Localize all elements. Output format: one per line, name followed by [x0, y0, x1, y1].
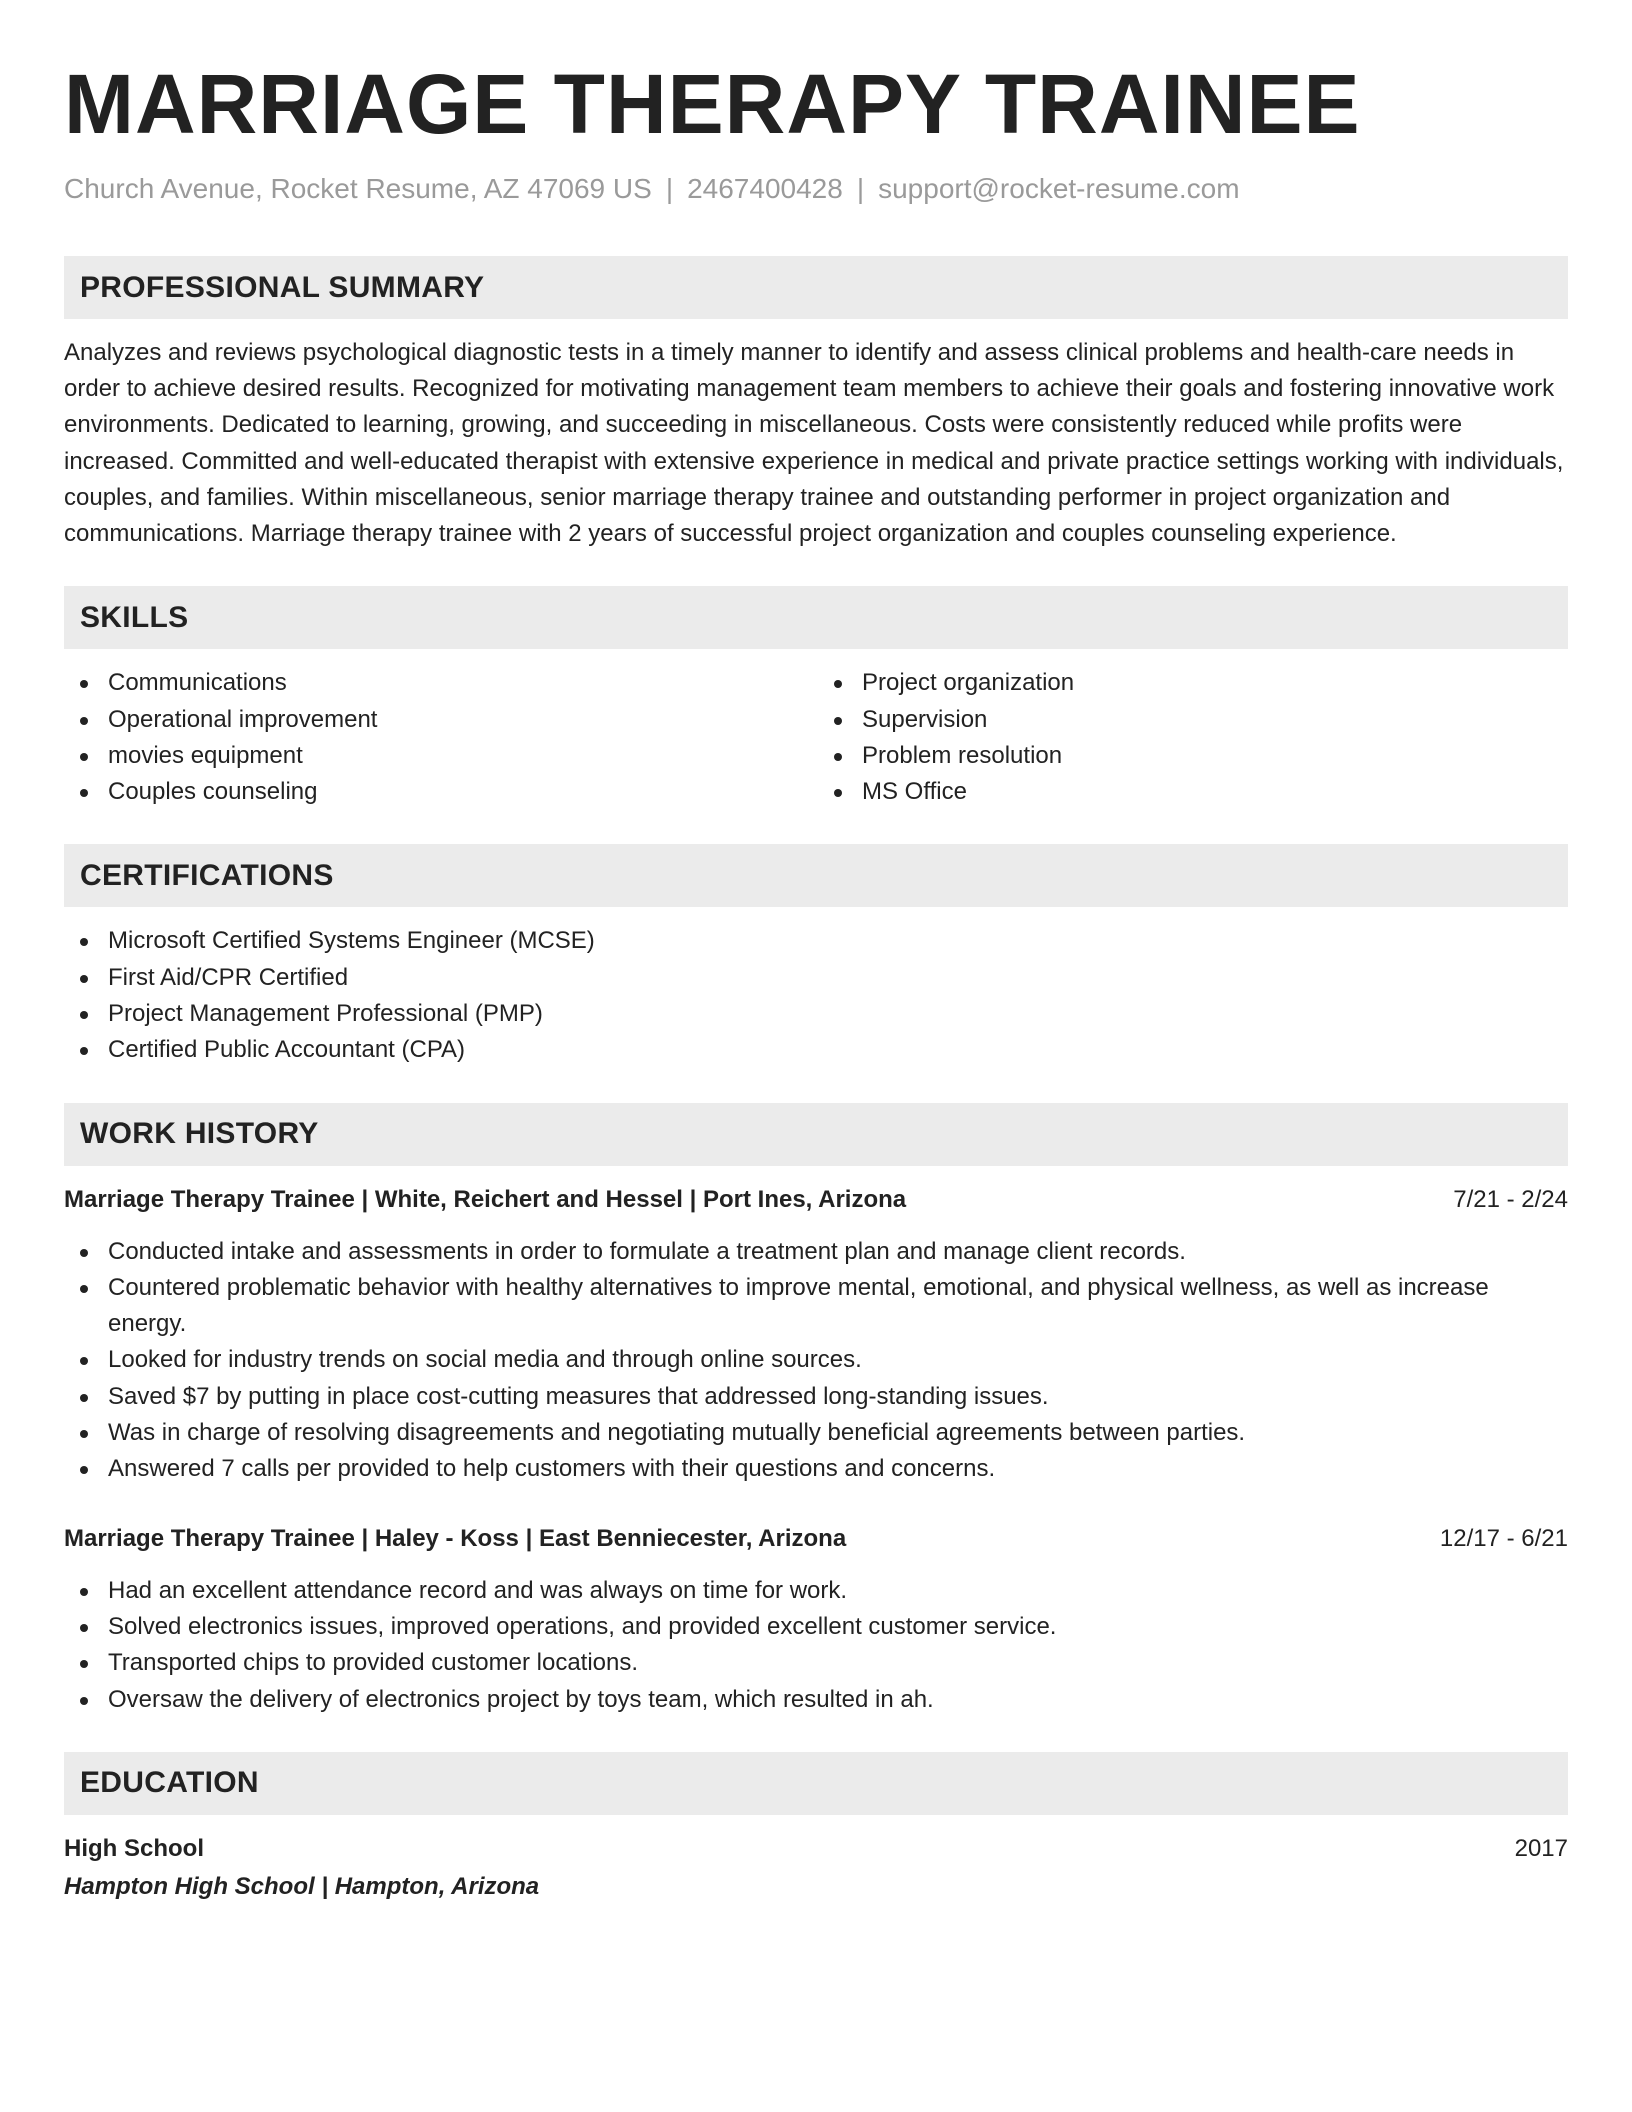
- education-year: 2017: [1514, 1834, 1568, 1862]
- certifications-list: [64, 923, 1568, 1068]
- education-degree: High School: [64, 1834, 204, 1862]
- job-bullet: Saved $7 by putting in place cost-cutting measures that addressed long-standing issues.: [64, 1379, 1568, 1415]
- skill-item: Supervision: [818, 702, 1568, 738]
- skill-item: movies equipment: [64, 738, 816, 774]
- job-bullet: Countered problematic behavior with healthy alternatives to improve mental, emotional, and physical wellness, as well as increase energy.: [64, 1270, 1568, 1343]
- section-heading-summary: PROFESSIONAL SUMMARY: [64, 256, 1568, 319]
- section-heading-work-history: WORK HISTORY: [64, 1103, 1568, 1166]
- job-bullet: Conducted intake and assessments in order to formulate a treatment plan and manage client records.: [64, 1234, 1568, 1270]
- education-school: Hampton High School | Hampton, Arizona: [64, 1872, 540, 1900]
- contact-phone: 2467400428: [687, 173, 843, 204]
- job-bullet: Oversaw the delivery of electronics project by toys team, which resulted in ah.: [64, 1682, 1568, 1718]
- resume-name: MARRIAGE THERAPY TRAINEE: [64, 57, 1361, 151]
- contact-email: support@rocket-resume.com: [878, 173, 1240, 204]
- education-header: [64, 1831, 1568, 1867]
- job-bullets: [64, 1234, 1568, 1488]
- job-header: [64, 1182, 1568, 1218]
- section-heading-skills: SKILLS: [64, 586, 1568, 649]
- job-title: Marriage Therapy Trainee | White, Reichert and Hessel | Port Ines, Arizona: [64, 1185, 907, 1213]
- skill-item: Communications: [64, 665, 816, 701]
- certification-item: Microsoft Certified Systems Engineer (MCSE): [64, 923, 1568, 959]
- summary-text: Analyzes and reviews psychological diagnostic tests in a timely manner to identify and assess clinical problems and health-care needs in order to achieve desired results. Recognized for motivating management team members to achieve their goals and fostering innovative work environments. Dedicated to learning, growing, and succeeding in miscellaneous. Costs were consistently reduced while profits were increased. Committed and well-educated therapist with extensive experience in medical and private practice settings working with individuals, couples, and families. Within miscellaneous, senior marriage therapy trainee and outstanding performer in project organization and communications. Marriage therapy trainee with 2 years of successful project organization and couples counseling experience.: [64, 339, 1564, 548]
- skill-item: Couples counseling: [64, 774, 816, 810]
- skills-column-left: [64, 665, 816, 810]
- job-bullet: Solved electronics issues, improved operations, and provided excellent customer service.: [64, 1609, 1568, 1645]
- skills-list: [64, 665, 1568, 810]
- skill-item: MS Office: [818, 774, 1568, 810]
- job-bullet: Transported chips to provided customer locations.: [64, 1645, 1568, 1681]
- job-header: [64, 1521, 1568, 1557]
- job-bullets: [64, 1573, 1568, 1718]
- job-bullet: Answered 7 calls per provided to help customers with their questions and concerns.: [64, 1451, 1568, 1487]
- job-bullet: Had an excellent attendance record and was always on time for work.: [64, 1573, 1568, 1609]
- skill-item: Problem resolution: [818, 738, 1568, 774]
- contact-separator: |: [856, 173, 865, 204]
- section-heading-education: EDUCATION: [64, 1752, 1568, 1815]
- skills-column-right: [816, 665, 1568, 810]
- job-dates: 7/21 - 2/24: [1453, 1185, 1568, 1213]
- skill-item: Project organization: [818, 665, 1568, 701]
- certification-item: Certified Public Accountant (CPA): [64, 1032, 1568, 1068]
- job-dates: 12/17 - 6/21: [1439, 1524, 1568, 1552]
- certification-item: First Aid/CPR Certified: [64, 960, 1568, 996]
- job-bullet: Was in charge of resolving disagreements and negotiating mutually beneficial agreements between parties.: [64, 1415, 1568, 1451]
- section-heading-certifications: CERTIFICATIONS: [64, 844, 1568, 907]
- contact-line: [64, 172, 1568, 206]
- skill-item: Operational improvement: [64, 702, 816, 738]
- job-title: Marriage Therapy Trainee | Haley - Koss | East Benniecester, Arizona: [64, 1524, 847, 1552]
- contact-address: Church Avenue, Rocket Resume, AZ 47069 US: [64, 173, 652, 204]
- job-bullet: Looked for industry trends on social media and through online sources.: [64, 1342, 1568, 1378]
- certification-item: Project Management Professional (PMP): [64, 996, 1568, 1032]
- contact-separator: |: [665, 173, 674, 204]
